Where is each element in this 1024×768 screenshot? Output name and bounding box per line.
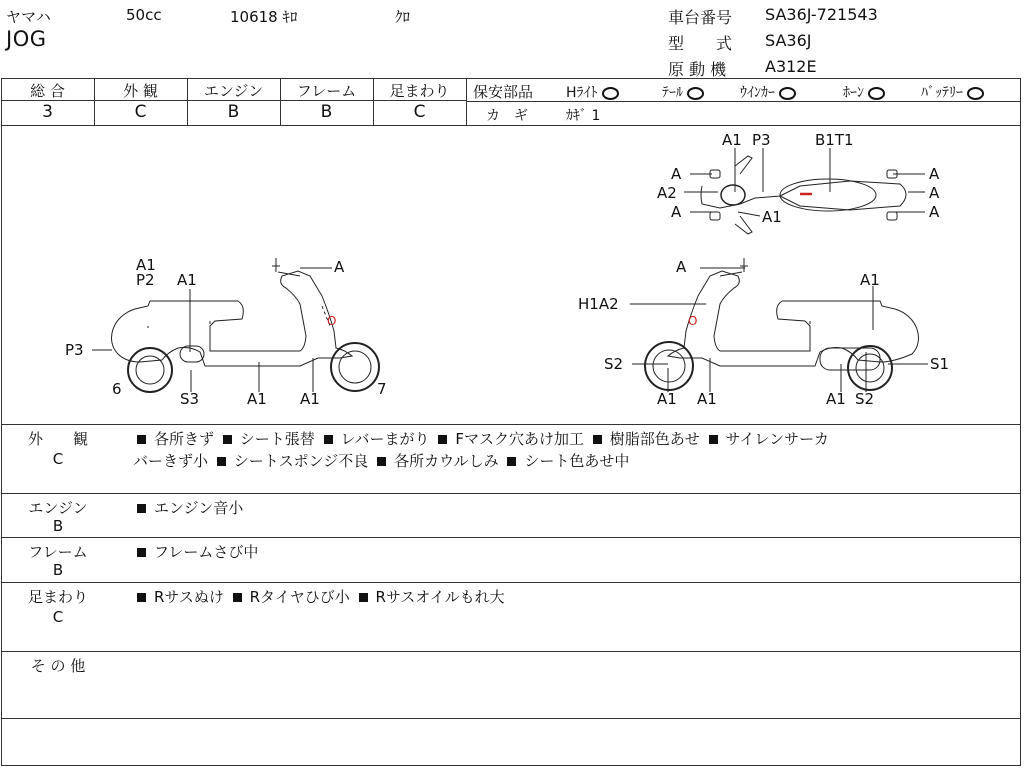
- grade-engine: [187, 80, 280, 101]
- grade-label: 総 合: [30, 82, 65, 100]
- mileage: 10618 ｷﾛ: [230, 8, 298, 26]
- note-item: Rサスオイルもれ大: [375, 588, 505, 606]
- equipment-item: Hﾗｲﾄ: [566, 85, 598, 101]
- suspension-section-grade: C: [52, 608, 64, 626]
- diagram-label: A: [671, 165, 682, 183]
- diagram-label: H1A2: [578, 295, 619, 313]
- diagram-label: P3: [752, 131, 771, 149]
- damage-mark: O: [327, 314, 337, 328]
- bullet-square-icon: [507, 457, 516, 466]
- equipment-item: ｳｲﾝｶｰ: [740, 85, 775, 101]
- equipment-winker: [740, 82, 796, 102]
- equipment-item: ﾊﾞｯﾃﾘｰ: [921, 85, 963, 101]
- frame-notes: [133, 541, 258, 562]
- damage-mark: O: [688, 314, 698, 328]
- suspension-section-label: 足まわり: [27, 588, 88, 606]
- other-section-label: そ の 他: [30, 657, 86, 675]
- engine-section-label: エンジン: [28, 499, 88, 517]
- grade-label: エンジン: [203, 82, 264, 100]
- maker: ヤマハ: [6, 8, 51, 26]
- damage-diagram: [0, 126, 1022, 424]
- diagram-label: A1: [247, 390, 267, 408]
- leader-lines: [92, 148, 928, 392]
- exterior-notes-line1: [133, 428, 829, 449]
- diagram-label: A: [671, 203, 682, 221]
- grade-label: 外 観: [123, 82, 158, 100]
- type-value: SA36J: [765, 31, 812, 50]
- ok-circle-icon: [602, 87, 619, 100]
- note-item: シート張替: [239, 430, 315, 448]
- notes-top-border: [1, 424, 1021, 425]
- note-item: 各所きず: [154, 430, 215, 448]
- diagram-label: A: [334, 258, 345, 276]
- bullet-square-icon: [359, 593, 368, 602]
- diagram-label: A: [929, 184, 940, 202]
- diagram-label: A1: [136, 256, 156, 274]
- note-item: シート色あせ中: [524, 452, 630, 470]
- diagram-label: S2: [604, 355, 624, 373]
- note-item: サイレンサーカ: [725, 430, 829, 448]
- suspension-notes: [133, 586, 505, 607]
- diagram-label: A2: [657, 184, 677, 202]
- equipment-horn: [843, 82, 885, 102]
- grade-label: フレーム: [296, 82, 357, 100]
- equipment-title: 保安部品: [473, 83, 534, 101]
- note-item: Fマスク穴あけ加工: [455, 430, 584, 448]
- frame-number-value: SA36J-721543: [765, 5, 878, 24]
- exterior-notes-line2: [133, 450, 629, 471]
- section-divider: [1, 537, 1021, 538]
- bullet-square-icon: [137, 435, 146, 444]
- model-name: JOG: [6, 27, 47, 51]
- grade-value: B: [320, 102, 333, 122]
- frame-number-label: 車台番号: [668, 8, 733, 27]
- type-label: 型 式: [668, 34, 733, 53]
- note-item: 樹脂部色あせ: [609, 430, 700, 448]
- frame-section-label: フレーム: [28, 543, 88, 561]
- bullet-square-icon: [593, 435, 602, 444]
- grade-suspension: [373, 80, 466, 101]
- note-item: Rタイヤひび小: [249, 588, 350, 606]
- diagram-label: A1: [762, 208, 782, 226]
- grade-engine-value-cell: [187, 102, 280, 122]
- bullet-square-icon: [137, 504, 146, 513]
- displacement: 50cc: [126, 6, 162, 24]
- equipment-item: ﾎｰﾝ: [843, 85, 864, 101]
- diagram-label: P3: [65, 341, 84, 359]
- exterior-label: 外 観: [27, 430, 88, 448]
- note-item: シートスポンジ不良: [233, 452, 369, 470]
- diagram-label: 6: [112, 380, 122, 398]
- bullet-square-icon: [377, 457, 386, 466]
- grade-value: C: [134, 102, 147, 122]
- diagram-label: B1T1: [815, 131, 854, 149]
- grade-value: C: [413, 102, 426, 122]
- section-divider: [1, 718, 1021, 719]
- note-item: バーきず小: [133, 452, 209, 470]
- diagram-label: S2: [855, 390, 875, 408]
- bullet-square-icon: [438, 435, 447, 444]
- grade-value: 3: [42, 102, 53, 122]
- section-divider: [1, 493, 1021, 494]
- note-item: エンジン音小: [154, 499, 244, 517]
- bullet-square-icon: [233, 593, 242, 602]
- section-divider: [1, 651, 1021, 652]
- bullet-square-icon: [223, 435, 232, 444]
- grade-frame: [280, 80, 373, 101]
- ok-circle-icon: [967, 87, 984, 100]
- diagram-label: A: [676, 258, 687, 276]
- diagram-label: A: [929, 165, 940, 183]
- grade-label: 足まわり: [389, 82, 450, 100]
- diagram-label: S3: [180, 390, 200, 408]
- diagram-label: A1: [300, 390, 320, 408]
- note-item: フレームさび中: [154, 543, 259, 561]
- key-label: カ ギ: [486, 108, 528, 124]
- equipment-tail: [662, 82, 704, 102]
- ok-circle-icon: [779, 87, 796, 100]
- diagram-label: A1: [177, 271, 197, 289]
- diagram-label: P2: [136, 271, 155, 289]
- bullet-square-icon: [709, 435, 718, 444]
- engine-notes: [133, 497, 243, 518]
- equipment-battery: [921, 82, 984, 102]
- grade-suspension-value-cell: [373, 102, 466, 122]
- diagram-label: S1: [930, 355, 950, 373]
- grade-value: B: [227, 102, 240, 122]
- grade-overall: [1, 80, 94, 101]
- engine-label: 原 動 機: [668, 60, 727, 79]
- engine-section-grade: B: [52, 517, 64, 535]
- note-item: 各所カウルしみ: [394, 452, 499, 470]
- diagram-label: A1: [826, 390, 846, 408]
- diagram-label: A1: [657, 390, 677, 408]
- equipment-item: ﾃｰﾙ: [662, 85, 683, 101]
- grade-exterior-value-cell: [94, 102, 187, 122]
- grade-frame-value-cell: [280, 102, 373, 122]
- color: ｸﾛ: [395, 8, 411, 26]
- frame-section-grade: B: [52, 561, 64, 579]
- note-item: Rサスぬけ: [154, 588, 224, 606]
- grade-col-divider: [466, 78, 467, 125]
- bullet-square-icon: [324, 435, 333, 444]
- engine-value: A312E: [765, 57, 817, 76]
- diagram-label: A1: [697, 390, 717, 408]
- grade-overall-value-cell: [1, 102, 94, 122]
- bullet-square-icon: [137, 593, 146, 602]
- ok-circle-icon: [687, 87, 704, 100]
- bullet-square-icon: [217, 457, 226, 466]
- equipment-headlight: [566, 82, 619, 102]
- diagram-label: A: [929, 203, 940, 221]
- bullet-square-icon: [137, 548, 146, 557]
- section-divider: [1, 582, 1021, 583]
- diagram-label: 7: [377, 380, 387, 398]
- key-value: ｶｷﾞ 1: [566, 108, 601, 124]
- note-item: レバーまがり: [340, 430, 430, 448]
- grade-exterior: [94, 80, 187, 101]
- diagram-label: A1: [860, 271, 880, 289]
- exterior-grade: C: [52, 450, 64, 468]
- ok-circle-icon: [868, 87, 885, 100]
- diagram-label: A1: [722, 131, 742, 149]
